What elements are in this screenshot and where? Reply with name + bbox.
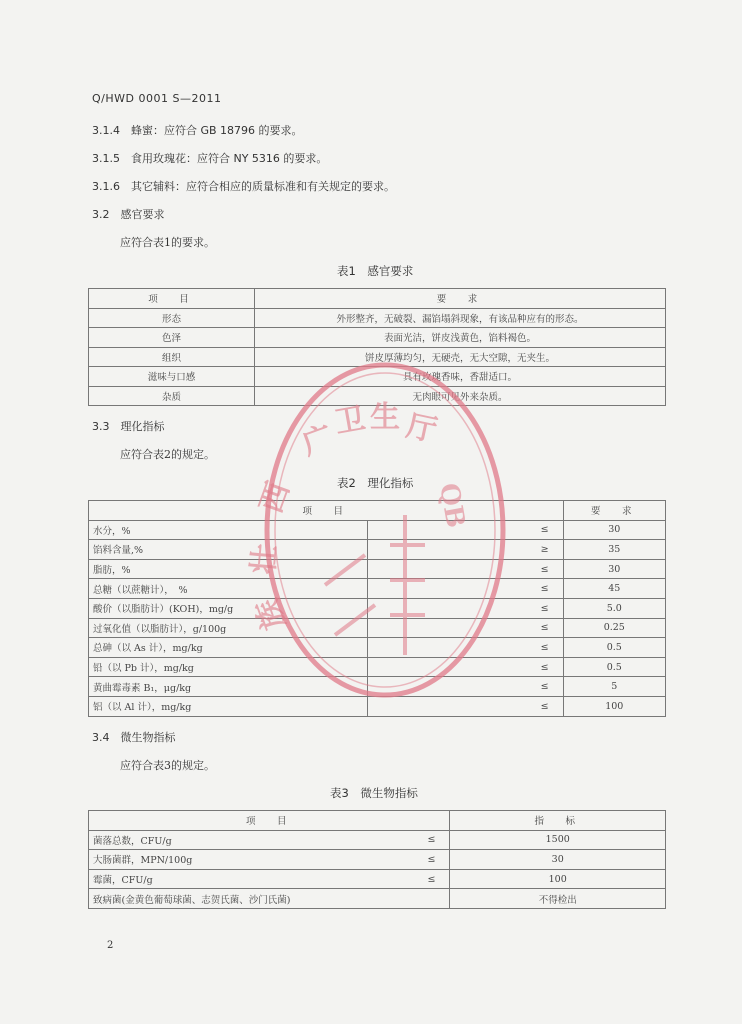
table-cell-value: 5 <box>563 677 665 697</box>
table-cell: 致病菌(金黄色葡萄球菌、志贺氏菌、沙门氏菌) <box>89 889 450 909</box>
table-header-item: 项 目 <box>89 811 450 831</box>
table-header-requirement: 要 求 <box>255 289 666 309</box>
table-cell-value: 0.5 <box>563 657 665 677</box>
table-cell: 霉菌，CFU/g <box>89 869 348 889</box>
table-cell: 黄曲霉毒素 B₁，μg/kg <box>89 677 368 697</box>
table-cell-operator: ≤ <box>368 657 564 677</box>
table1-caption: 表1 感官要求 <box>337 264 414 278</box>
table-row <box>89 598 666 618</box>
page-number: 2 <box>107 940 114 951</box>
table-cell-value: 0.25 <box>563 618 665 638</box>
table-header-row <box>89 289 666 309</box>
clause-3-3-heading: 3.3 理化指标 <box>92 420 165 433</box>
clause-3-1-4: 3.1.4 蜂蜜：应符合 GB 18796 的要求。 <box>92 124 303 137</box>
table2-caption: 表2 理化指标 <box>337 476 414 490</box>
table-cell-value: 5.0 <box>563 598 665 618</box>
table-row <box>89 830 666 850</box>
table-cell: 组织 <box>89 347 255 367</box>
clause-3-1-6: 3.1.6 其它辅料：应符合相应的质量标准和有关规定的要求。 <box>92 180 395 193</box>
table-row <box>89 579 666 599</box>
table-cell-operator: ≤ <box>368 638 564 658</box>
table-cell-operator: ≤ <box>368 579 564 599</box>
table-cell-operator: ≤ <box>368 598 564 618</box>
table-row <box>89 308 666 328</box>
table-cell: 铝（以 Al 计），mg/kg <box>89 696 368 716</box>
table-cell: 表面光洁，饼皮浅黄色，馅料褐色。 <box>255 328 666 348</box>
table2-physicochemical <box>88 500 666 717</box>
table-row <box>89 638 666 658</box>
table-cell-value: 30 <box>450 850 666 870</box>
table-row <box>89 347 666 367</box>
table-cell-operator: ≤ <box>347 830 450 850</box>
table-cell-value: 不得检出 <box>450 889 666 909</box>
table-cell: 总砷（以 As 计），mg/kg <box>89 638 368 658</box>
table-cell: 滋味与口感 <box>89 367 255 387</box>
table-header-row <box>89 811 666 831</box>
table-cell-value: 30 <box>563 520 665 540</box>
table-cell-operator: ≤ <box>368 677 564 697</box>
table-cell: 总糖（以蔗糖计）， % <box>89 579 368 599</box>
clause-3-1-5: 3.1.5 食用玫瑰花：应符合 NY 5316 的要求。 <box>92 152 328 165</box>
clause-3-4-text: 应符合表3的规定。 <box>120 759 215 772</box>
table-cell: 脂肪，% <box>89 559 368 579</box>
seal-char: 生 <box>370 400 400 435</box>
seal-char: 西 <box>253 477 297 518</box>
table-cell-operator: ≥ <box>368 540 564 560</box>
table-row <box>89 869 666 889</box>
clause-3-3-text: 应符合表2的规定。 <box>120 448 215 461</box>
table-cell-operator: ≤ <box>368 618 564 638</box>
table-row <box>89 889 666 909</box>
table-row <box>89 367 666 387</box>
table-cell: 菌落总数，CFU/g <box>89 830 348 850</box>
table-row <box>89 677 666 697</box>
table-header-row <box>89 501 666 521</box>
table-row <box>89 559 666 579</box>
table-cell: 外形整齐，无破裂、漏馅塌斜现象，有该品种应有的形态。 <box>255 308 666 328</box>
seal-char: 卫 <box>332 401 368 441</box>
table-cell-value: 0.5 <box>563 638 665 658</box>
table-cell-value: 1500 <box>450 830 666 850</box>
table-cell: 铅（以 Pb 计），mg/kg <box>89 657 368 677</box>
table-cell-operator: ≤ <box>368 520 564 540</box>
table-header-item: 项 目 <box>89 501 564 521</box>
table-row <box>89 850 666 870</box>
seal-code: QB <box>433 481 471 531</box>
table-row <box>89 520 666 540</box>
table-cell: 酸价（以脂肪计）(KOH)，mg/g <box>89 598 368 618</box>
table-cell: 具有玫瑰香味，香甜适口。 <box>255 367 666 387</box>
table3-microbial <box>88 810 666 909</box>
table-cell: 过氧化值（以脂肪计），g/100g <box>89 618 368 638</box>
seal-char: 广 <box>297 419 338 463</box>
seal-char: 族 <box>249 594 293 635</box>
table-row <box>89 540 666 560</box>
table-header-indicator: 指 标 <box>450 811 666 831</box>
table-cell-operator: ≤ <box>368 696 564 716</box>
table-cell-operator: ≤ <box>347 869 450 889</box>
table-row <box>89 657 666 677</box>
clause-3-4-heading: 3.4 微生物指标 <box>92 731 176 744</box>
table-cell: 形态 <box>89 308 255 328</box>
table1-sensory <box>88 288 666 406</box>
clause-3-2-heading: 3.2 感官要求 <box>92 208 165 221</box>
table-cell-value: 30 <box>563 559 665 579</box>
table-header-requirement: 要 求 <box>563 501 665 521</box>
table-cell-operator: ≤ <box>347 850 450 870</box>
table-cell-value: 35 <box>563 540 665 560</box>
table-row <box>89 328 666 348</box>
doc-code: Q/HWD 0001 S—2011 <box>92 92 222 105</box>
table3-caption: 表3 微生物指标 <box>330 786 418 800</box>
table-cell-value: 45 <box>563 579 665 599</box>
table-cell: 水分，% <box>89 520 368 540</box>
seal-char: 厅 <box>403 408 440 450</box>
clause-3-2-text: 应符合表1的要求。 <box>120 236 215 249</box>
table-cell: 馅料含量,% <box>89 540 368 560</box>
table-cell: 色泽 <box>89 328 255 348</box>
table-cell-operator: ≤ <box>368 559 564 579</box>
table-row <box>89 696 666 716</box>
table-cell-value: 100 <box>563 696 665 716</box>
seal-char: 壮 <box>246 542 284 576</box>
table-cell-value: 100 <box>450 869 666 889</box>
table-header-item: 项 目 <box>89 289 255 309</box>
table-cell: 饼皮厚薄均匀，无硬壳，无大空隙，无夹生。 <box>255 347 666 367</box>
table-cell: 杂质 <box>89 386 255 406</box>
table-row <box>89 386 666 406</box>
table-row <box>89 618 666 638</box>
table-cell: 无肉眼可见外来杂质。 <box>255 386 666 406</box>
table-cell: 大肠菌群，MPN/100g <box>89 850 348 870</box>
